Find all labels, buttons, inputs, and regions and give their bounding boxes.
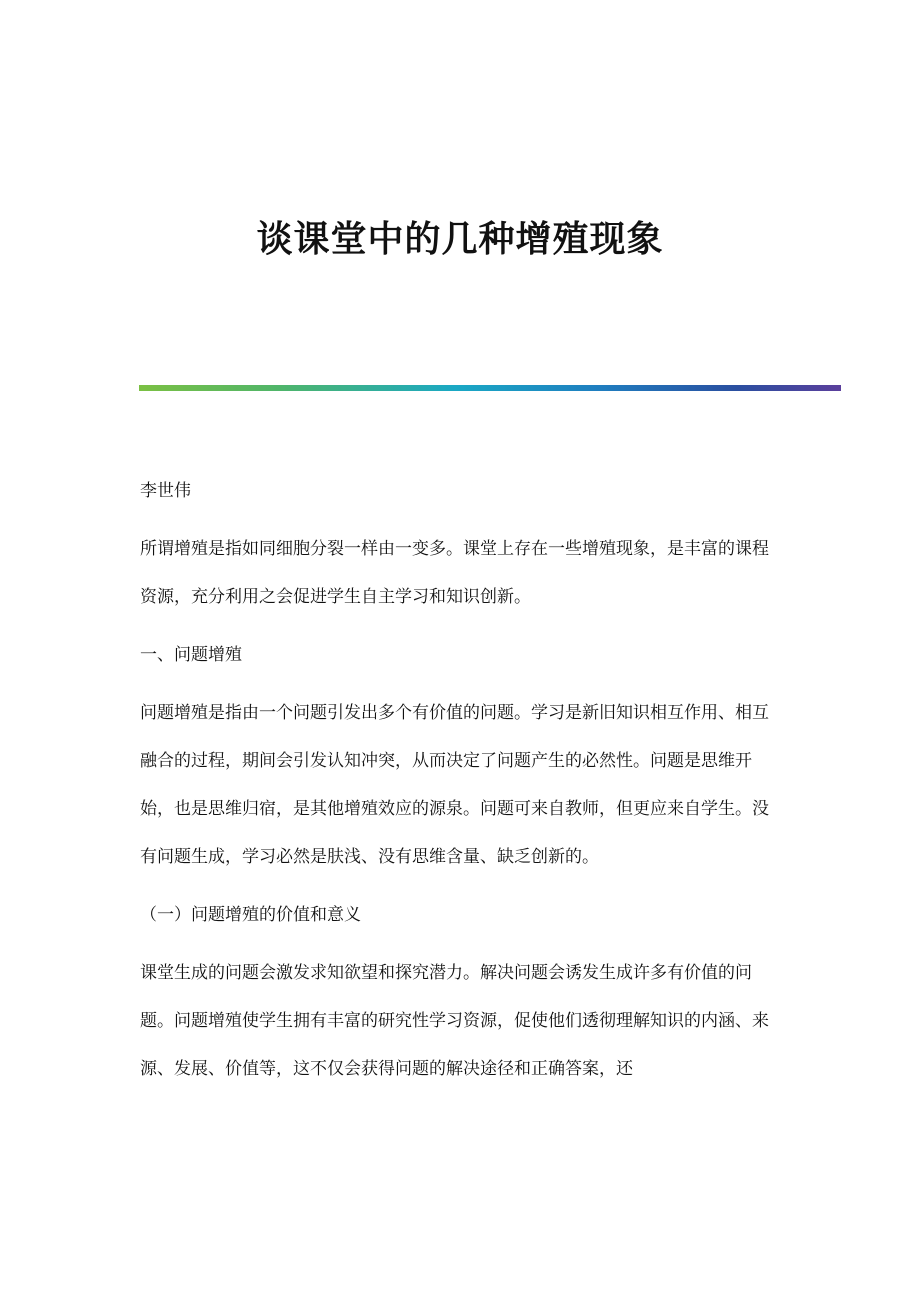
- document-title: 谈课堂中的几种增殖现象: [256, 219, 664, 260]
- subsection-heading: （一）问题增殖的价值和意义: [140, 905, 361, 925]
- section-heading: 一、问题增殖: [140, 645, 242, 665]
- paragraph-value-meaning: 课堂生成的问题会激发求知欲望和探究潜力。解决问题会诱发生成许多有价值的问题。问题增殖使学生拥有丰富的研究性学习资源，促使他们透彻理解知识的内涵、来源、发展、价值等，这不仅会获得问题的解决途径和正确答案，还: [140, 963, 769, 1079]
- paragraph-problem-proliferation: 问题增殖是指由一个问题引发出多个有价值的问题。学习是新旧知识相互作用、相互融合的过程，期间会引发认知冲突，从而决定了问题产生的必然性。问题是思维开始，也是思维归宿，是其他增殖效应的源泉。问题可来自教师，但更应来自学生。没有问题生成，学习必然是肤浅、没有思维含量、缺乏创新的。: [140, 703, 769, 867]
- title-divider: [139, 385, 841, 391]
- document-body: [140, 467, 780, 1103]
- paragraph-intro: 所谓增殖是指如同细胞分裂一样由一变多。课堂上存在一些增殖现象，是丰富的课程资源，充分利用之会促进学生自主学习和知识创新。: [140, 539, 769, 607]
- author-name: 李世伟: [140, 481, 191, 501]
